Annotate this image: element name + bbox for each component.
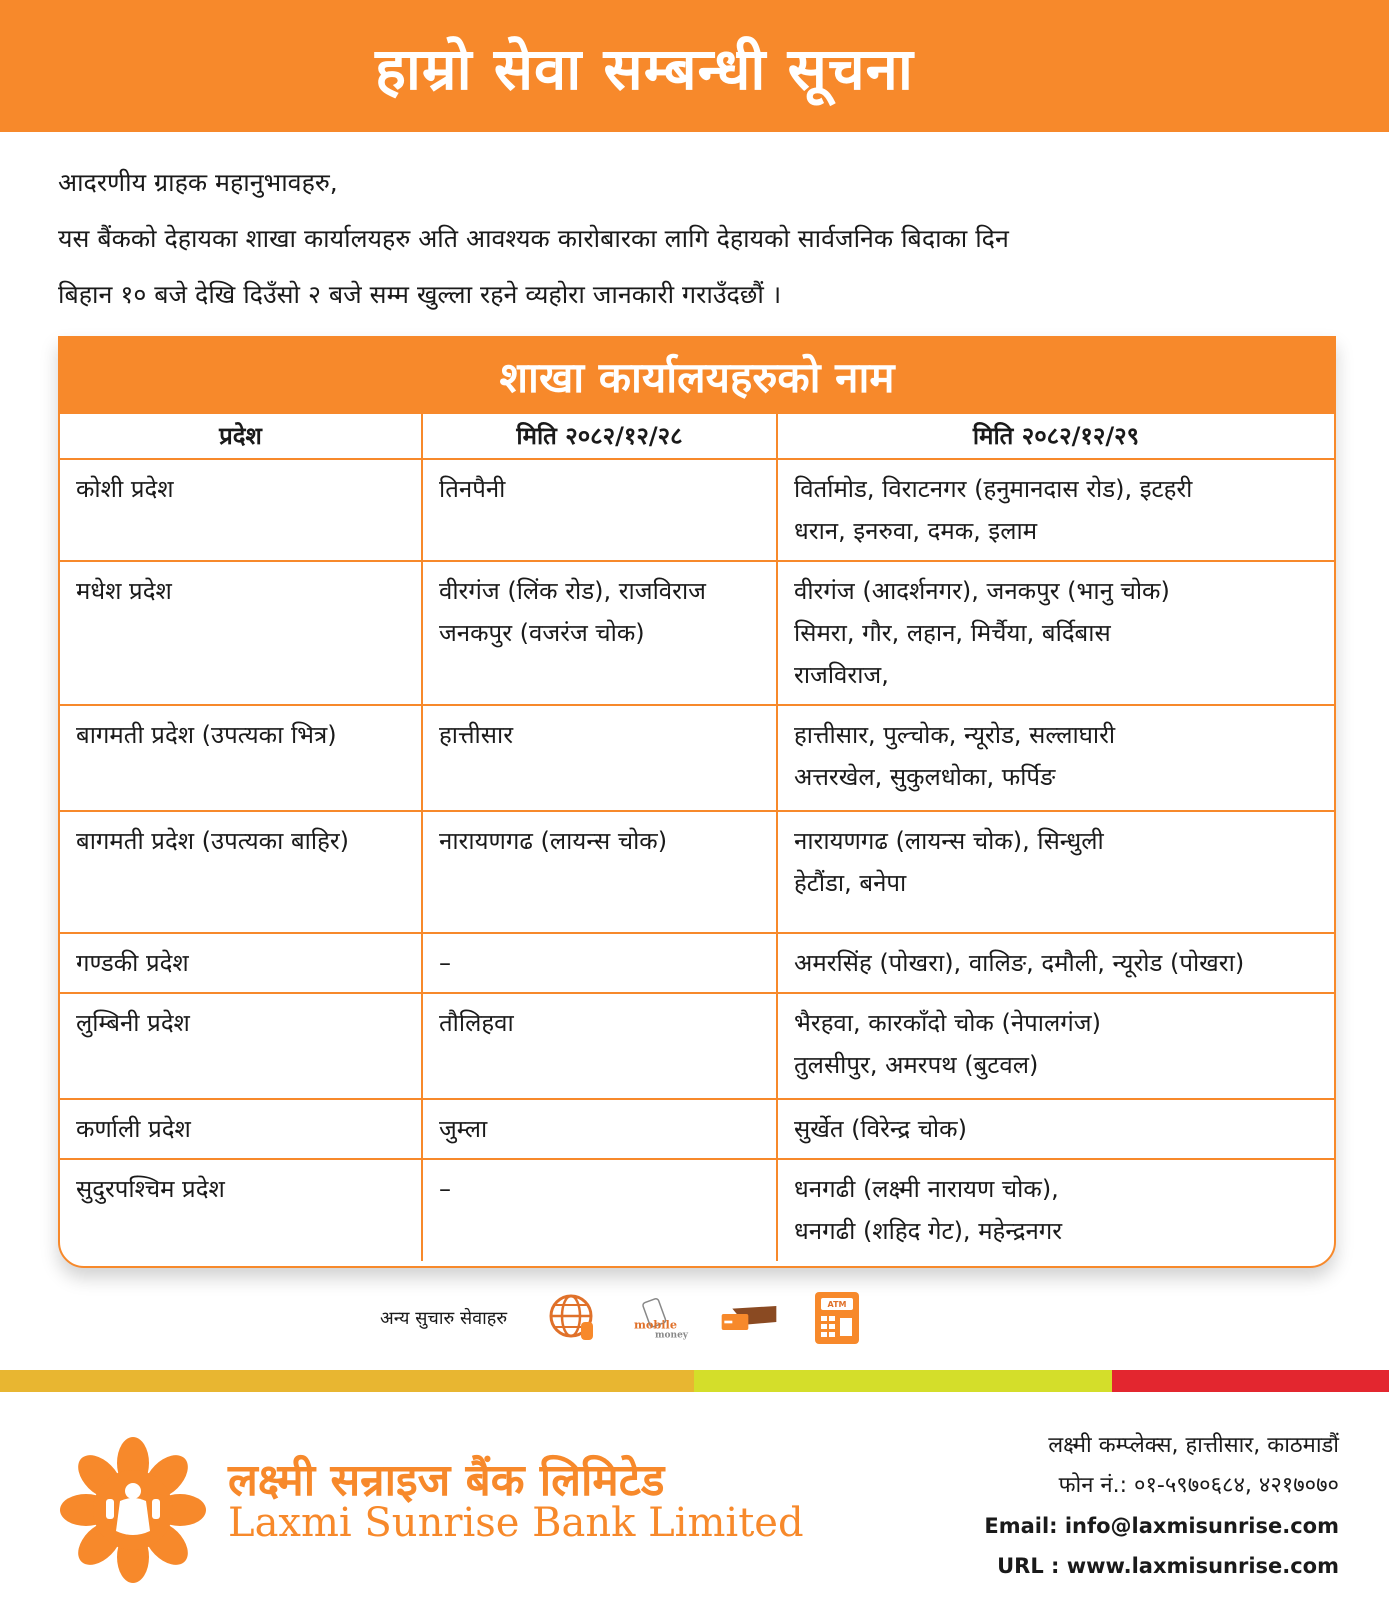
branch-line: तिनपैनी <box>439 475 506 503</box>
phone: फोन नं.: ०१-५९७०६८४, ४२१७०७० <box>1058 1473 1339 1498</box>
branch-table <box>60 414 1334 1261</box>
contact-info <box>984 1426 1339 1586</box>
date2-branches-cell <box>777 459 1334 561</box>
date2-branches-cell <box>777 1099 1334 1159</box>
date1-branches-cell <box>422 1099 777 1159</box>
branch-line: जुम्ला <box>439 1115 488 1143</box>
branch-line: हात्तीसार <box>439 721 514 749</box>
branch-line: अमरसिंह (पोखरा), वालिङ, दमौली, न्यूरोड (पोखरा) <box>794 949 1245 977</box>
branch-table-card <box>58 336 1336 1268</box>
branch-line: वीरगंज (लिंक रोड), राजविराज <box>439 577 706 605</box>
branch-line: धनगढी (शहिद गेट), महेन्द्रनगर <box>794 1217 1063 1245</box>
mobile-money-icon <box>631 1290 691 1346</box>
bank-name-english: Laxmi Sunrise Bank Limited <box>228 1500 804 1546</box>
table-row <box>60 933 1334 993</box>
greeting: आदरणीय ग्राहक महानुभावहरु, <box>58 168 338 197</box>
notice-title: हाम्रो सेवा सम्बन्धी सूचना <box>375 34 914 103</box>
laxmi-lotus-logo-icon <box>58 1435 208 1585</box>
email: Email: info@laxmisunrise.com <box>984 1514 1339 1538</box>
branch-line: – <box>439 949 451 977</box>
date2-branches-cell <box>777 993 1334 1099</box>
date1-branches-cell <box>422 933 777 993</box>
branch-line: धनगढी (लक्ष्मी नारायण चोक), <box>794 1175 1059 1203</box>
table-row <box>60 561 1334 705</box>
province-cell: मधेश प्रदेश <box>60 561 422 705</box>
branch-line: सिमरा, गौर, लहान, मिर्चैया, बर्दिबास <box>794 619 1111 647</box>
table-header-row <box>60 414 1334 459</box>
table-title: शाखा कार्यालयहरुको नाम <box>60 338 1334 414</box>
table-row <box>60 1159 1334 1261</box>
services-label: अन्य सुचारु सेवाहरु <box>380 1308 508 1329</box>
province-cell: सुदुरपश्चिम प्रदेश <box>60 1159 422 1261</box>
intro-text <box>58 155 1338 323</box>
branch-line: विर्तामोड, विराटनगर (हनुमानदास रोड), इटहरी <box>794 475 1193 503</box>
branch-line: भैरहवा, कारकाँदो चोक (नेपालगंज) <box>794 1009 1101 1037</box>
province-cell: गण्डकी प्रदेश <box>60 933 422 993</box>
intro-line-2: बिहान १० बजे देखि दिउँसो २ बजे सम्म खुल्ला रहने व्यहोरा जानकारी गराउँदछौं । <box>58 280 782 309</box>
branch-line: राजविराज, <box>794 661 889 689</box>
bank-name-nepali: लक्ष्मी सन्राइज बैंक लिमिटेड <box>228 1455 665 1506</box>
branch-line: नारायणगढ (लायन्स चोक) <box>439 827 668 855</box>
branch-line: हेटौंडा, बनेपा <box>794 869 907 897</box>
date1-branches-cell <box>422 705 777 811</box>
table-row <box>60 1099 1334 1159</box>
website-url: URL : www.laxmisunrise.com <box>997 1554 1339 1578</box>
mobile-text: mobile <box>634 1317 678 1332</box>
date2-branches-cell <box>777 1159 1334 1261</box>
atm-icon <box>807 1290 867 1346</box>
date1-branches-cell <box>422 1159 777 1261</box>
branch-line: वीरगंज (आदर्शनगर), जनकपुर (भानु चोक) <box>794 577 1170 605</box>
branch-line: अत्तरखेल, सुकुलधोका, फर्पिङ <box>794 763 1056 791</box>
intro-line-1: यस बैंकको देहायका शाखा कार्यालयहरु अति आवश्यक कारोबारका लागि देहायको सार्वजनिक बिदाका दिन <box>58 224 1009 253</box>
date2-branches-cell <box>777 705 1334 811</box>
stripe-red <box>1112 1370 1389 1392</box>
branch-line: – <box>439 1175 451 1203</box>
table-row <box>60 459 1334 561</box>
province-cell: कर्णाली प्रदेश <box>60 1099 422 1159</box>
date1-branches-cell <box>422 811 777 933</box>
province-cell: कोशी प्रदेश <box>60 459 422 561</box>
branch-line: सुर्खेत (विरेन्द्र चोक) <box>794 1115 967 1143</box>
province-cell: बागमती प्रदेश (उपत्यका भित्र) <box>60 705 422 811</box>
header-date2: मिति २०८२/१२/२९ <box>777 414 1334 459</box>
date1-branches-cell <box>422 459 777 561</box>
province-cell: बागमती प्रदेश (उपत्यका बाहिर) <box>60 811 422 933</box>
branch-line: हात्तीसार, पुल्चोक, न्यूरोड, सल्लाघारी <box>794 721 1116 749</box>
header-province: प्रदेश <box>60 414 422 459</box>
globe-hand-icon <box>543 1290 603 1346</box>
date1-branches-cell <box>422 561 777 705</box>
header-date1: मिति २०८२/१२/२८ <box>422 414 777 459</box>
branch-line: तुलसीपुर, अमरपथ (बुटवल) <box>794 1051 1039 1079</box>
stripe-yellow <box>0 1370 694 1392</box>
branch-line: तौलिहवा <box>439 1009 514 1037</box>
card-payment-icon <box>719 1290 779 1346</box>
address: लक्ष्मी कम्प्लेक्स, हात्तीसार, काठमाडौं <box>1048 1433 1339 1458</box>
table-row <box>60 993 1334 1099</box>
table-row <box>60 811 1334 933</box>
money-text: money <box>655 1330 689 1341</box>
date2-branches-cell <box>777 561 1334 705</box>
date1-branches-cell <box>422 993 777 1099</box>
branch-line: जनकपुर (वजरंज चोक) <box>439 619 645 647</box>
date2-branches-cell <box>777 811 1334 933</box>
table-row <box>60 705 1334 811</box>
atm-text: ATM <box>827 1300 847 1309</box>
other-services <box>380 1290 867 1346</box>
branch-line: धरान, इनरुवा, दमक, इलाम <box>794 517 1038 545</box>
stripe-lime <box>694 1370 1112 1392</box>
date2-branches-cell <box>777 933 1334 993</box>
top-banner <box>0 0 1389 132</box>
province-cell: लुम्बिनी प्रदेश <box>60 993 422 1099</box>
branch-line: नारायणगढ (लायन्स चोक), सिन्धुली <box>794 827 1104 855</box>
